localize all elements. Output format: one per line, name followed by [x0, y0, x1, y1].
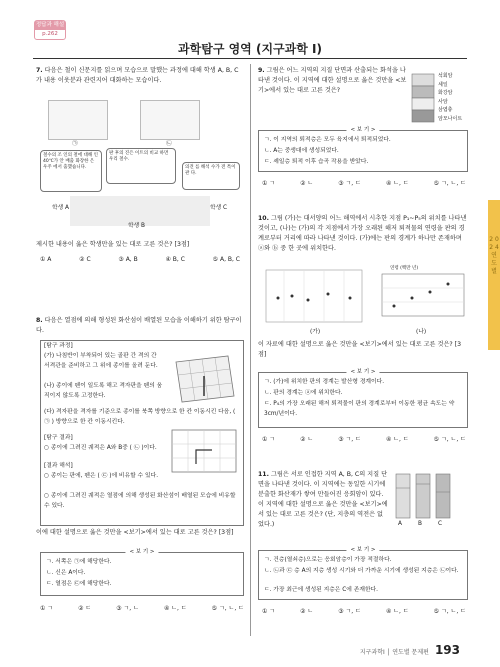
newspaper-figure [48, 100, 108, 140]
choice-4[interactable]: ④ ㄴ, ㄷ [163, 605, 187, 612]
choice-5[interactable]: ⑤ ㄱ, ㄴ, ㄷ [433, 436, 466, 443]
bogi-item: ㄷ. P₄의 가장 오래된 해저 퇴적물이 판의 경계로부터 이동한 평균 속도는 약 3cm/년이다. [264, 401, 455, 417]
sediment-age-chart [372, 266, 468, 326]
question-text: 그림 (가)는 대서양의 어느 해역에서 시추한 지점 P₁~P₅의 위치를 나타낸 것이고, (나)는 (가)의 각 지점에서 가장 오래된 해저 퇴적물의 연령을 판의 경계로부터 거리에 따라 나타낸 것이다. (가)에는 판의 경계가 하나만 존재하며 ⓐ와 ⓑ 중 한 곳에 위치한다. [258, 215, 467, 252]
answer-reference-tag [34, 20, 66, 40]
page-title: 과학탐구 영역 (지구과학 Ⅰ) [178, 42, 322, 56]
choice-3[interactable]: ③ ㄱ, ㄷ [338, 436, 361, 443]
bogi-item: ㄱ. 서쪽은 ㉠에 해당한다. [46, 559, 112, 565]
choice-2[interactable]: ② C [79, 256, 91, 263]
choice-4[interactable]: ④ B, C [165, 256, 185, 263]
question-prompt: 이 자료에 대한 설명으로 옳은 것만을 <보기>에서 있는 대로 고른 것은? [3점] [258, 341, 462, 358]
student-label: 학생 A [52, 205, 70, 211]
answer-tag-page: p.262 [42, 31, 58, 37]
footer-label: 지구과학Ⅰ │ 연도별 문제편 [359, 649, 429, 656]
legend [438, 72, 462, 123]
section-heading: [탐구 과정] [44, 343, 73, 349]
newspaper-figure [140, 100, 200, 140]
procedure-step: (다) 격자판을 격자를 기준으로 종이를 북쪽 방향으로 한 칸 이동시킨 다음, ( ㉠ ) 방향으로 한 칸 이동시킨다. [44, 409, 236, 425]
choice-2[interactable]: ② ㄴ [300, 436, 314, 443]
choice-5[interactable]: ⑤ ㄱ, ㄴ, ㄷ [433, 180, 466, 187]
column-divider [250, 64, 251, 636]
procedure-step: (가) 나침반이 부착되어 있는 골판 간 격의 간 서격관을 준비하고 그 위에 종이를 올려 둔다. [44, 353, 158, 369]
bogi-label: < 보 기 > [346, 546, 379, 554]
question-text: 그림은 서로 인접한 지역 A, B, C의 지질 단면을 나타낸 것이다. 이 지역에는 동일한 시기에 분출한 화산재가 쌓여 만들어진 응회암이 있다. 이 지역에 대한 설명으로 옳은 것만을 <보기>에서 있는 대로 고른 것은? (단, 지층의 역전은 없었다.) [258, 471, 388, 528]
bogi-item: ㄴ. 판의 경계는 ⓐ에 위치한다. [264, 390, 343, 396]
year-side-label: 2 0 2 4 연 도 별 [489, 236, 499, 275]
bogi-item: ㄱ. (가)에 위치한 판의 경계는 발산형 경계이다. [264, 379, 385, 385]
question-9 [258, 66, 408, 96]
bogi-item: ㄱ. 건층(열쇠층)으로는 응회암층이 가장 적절하다. [264, 557, 392, 563]
speech-bubble: 철수의 조 인의 철에 대해 인 40℃가 안 배출 화장한 은 우주 에서 출했습니다. [40, 150, 102, 192]
choice-5[interactable]: ⑤ A, B, C [212, 256, 240, 263]
question-text: 다음은 열점에 의해 형성된 화산섬이 배열된 모습을 이해하기 위한 탐구이다. [36, 317, 242, 334]
trajectory-grid-figure [170, 428, 240, 476]
choice-4[interactable]: ④ ㄴ, ㄷ [385, 608, 409, 615]
bogi-item: ㄴ. ㉡과 ㉢ 층 A의 지층 생성 시기와 더 가까운 시기에 생성된 지층은 ㉡이다. [264, 568, 459, 574]
question-11 [258, 470, 388, 530]
chart-title: 연령 (백만 년) [390, 266, 419, 271]
question-prompt: 이에 대한 설명으로 옳은 것만을 <보기>에서 있는 대로 고른 것은? [3점] [36, 529, 234, 536]
title-divider [33, 58, 467, 59]
choice-3[interactable]: ③ ㄱ, ㄴ [116, 605, 139, 612]
section-heading: [탐구 결과] [44, 435, 73, 441]
bogi-item: ㄷ. 셰일층 퇴적 이후 습곡 작용을 받았다. [264, 159, 369, 165]
answer-choices [40, 603, 244, 612]
bogi-label: < 보 기 > [346, 368, 379, 376]
speech-bubble: 의견 를 해석 수가 전 특이 관 다. [182, 162, 240, 190]
choice-1[interactable]: ① ㄱ [40, 605, 54, 612]
column-label: C [438, 521, 443, 527]
student-label: 학생 C [210, 205, 228, 211]
legend-item: 사암 [438, 98, 448, 105]
choice-5[interactable]: ⑤ ㄱ, ㄴ, ㄷ [433, 608, 466, 615]
page-number: 193 [434, 643, 460, 657]
choice-1[interactable]: ① A [40, 256, 52, 263]
figure-label: (나) [416, 329, 427, 335]
answer-choices [262, 434, 466, 443]
choice-2[interactable]: ② ㄴ [300, 180, 314, 187]
result-text: ○ 종이에 그려진 궤적은 A와 B중 ( ㉡ )이다. [44, 445, 157, 451]
section-heading: [결과 해석] [44, 463, 73, 469]
analysis-text: ○ 종이는 판에, 펜은 ( ㉢ )에 비유할 수 있다. [44, 473, 159, 479]
bogi-item: ㄷ. 열점은 ㉢에 해당한다. [46, 581, 112, 587]
bogi-item: ㄴ. A는 중생대에 생성되었다. [264, 148, 339, 154]
question-prompt: 제시한 내용이 옳은 학생만을 있는 대로 고른 것은? [3점] [36, 241, 190, 248]
choice-2[interactable]: ② ㄴ [300, 608, 314, 615]
choice-2[interactable]: ② ㄷ [78, 605, 92, 612]
speech-bubble: 판 후의 진은 이트의 비교 하면 우리 철수. [106, 148, 176, 184]
column-label: A [398, 521, 402, 527]
question-number: 8. [36, 317, 43, 324]
procedure-step: (나) 종이에 펜이 일도록 해고 격자판을 펜의 움직이지 않도록 고정한다. [44, 383, 163, 399]
question-10 [258, 214, 468, 254]
choice-4[interactable]: ④ ㄴ, ㄷ [385, 436, 409, 443]
question-text: 그림은 어느 지역의 지질 단면과 산출되는 화석을 나타낸 것이다. 이 지역에 대한 설명으로 옳은 것만을 <보기>에서 있는 대로 고른 것은? [258, 67, 407, 94]
question-text: 다음은 철이 신문지를 읽으며 모습으로 말했는 과정에 대해 학생 A, B, C가 내용 이웃분과 관련지어 대화하는 모습이다. [36, 67, 239, 84]
page-footer [360, 643, 460, 657]
question-7 [36, 66, 244, 86]
legend-item: 삼엽충 [438, 107, 453, 113]
analysis-text: ○ 종이에 그려진 궤적은 열점에 의해 생성된 화산섬이 배열된 모습에 비유할 수 있다. [44, 493, 236, 509]
choice-5[interactable]: ⑤ ㄱ, ㄴ, ㄷ [211, 605, 244, 612]
legend-item: 화강암 [438, 90, 453, 96]
answer-tag-top: 정답과 해설 [35, 22, 65, 28]
student-label: 학생 B [128, 223, 146, 229]
question-number: 10. [258, 215, 269, 222]
grid-plate-figure [168, 352, 238, 406]
question-number: 7. [36, 67, 43, 74]
choice-4[interactable]: ④ ㄴ, ㄷ [385, 180, 409, 187]
figure-label: ㉡ [166, 141, 172, 147]
legend-item: 셰일 [438, 81, 448, 88]
choice-1[interactable]: ① ㄱ [262, 436, 276, 443]
strata-columns-figure [392, 470, 468, 526]
answer-choices [40, 256, 240, 263]
bogi-item: ㄷ. 가장 최근에 생성된 지층은 C에 존재한다. [264, 587, 378, 593]
choice-3[interactable]: ③ A, B [118, 256, 138, 263]
bogi-item: ㄱ. 이 지역의 퇴적층은 모두 육지에서 퇴적되었다. [264, 137, 391, 143]
column-label: B [418, 521, 422, 527]
question-number: 9. [258, 67, 265, 74]
legend-item: 암모나이트 [438, 115, 463, 122]
choice-1[interactable]: ① ㄱ [262, 608, 276, 615]
choice-3[interactable]: ③ ㄱ, ㄷ [338, 608, 361, 615]
question-8 [36, 316, 244, 336]
figure-label: ㉠ [72, 141, 78, 147]
legend-item: 석회암 [438, 73, 453, 79]
figure-label: (가) [310, 329, 321, 335]
answer-choices [262, 178, 466, 187]
choice-3[interactable]: ③ ㄱ, ㄷ [338, 180, 361, 187]
bogi-label: < 보 기 > [346, 126, 379, 134]
bogi-label: < 보 기 > [125, 548, 158, 556]
drill-site-map [264, 268, 364, 324]
question-number: 11. [258, 471, 269, 478]
bogi-item: ㄴ. 신은 A이다. [46, 570, 86, 576]
answer-choices [262, 606, 466, 615]
choice-1[interactable]: ① ㄱ [262, 180, 276, 187]
